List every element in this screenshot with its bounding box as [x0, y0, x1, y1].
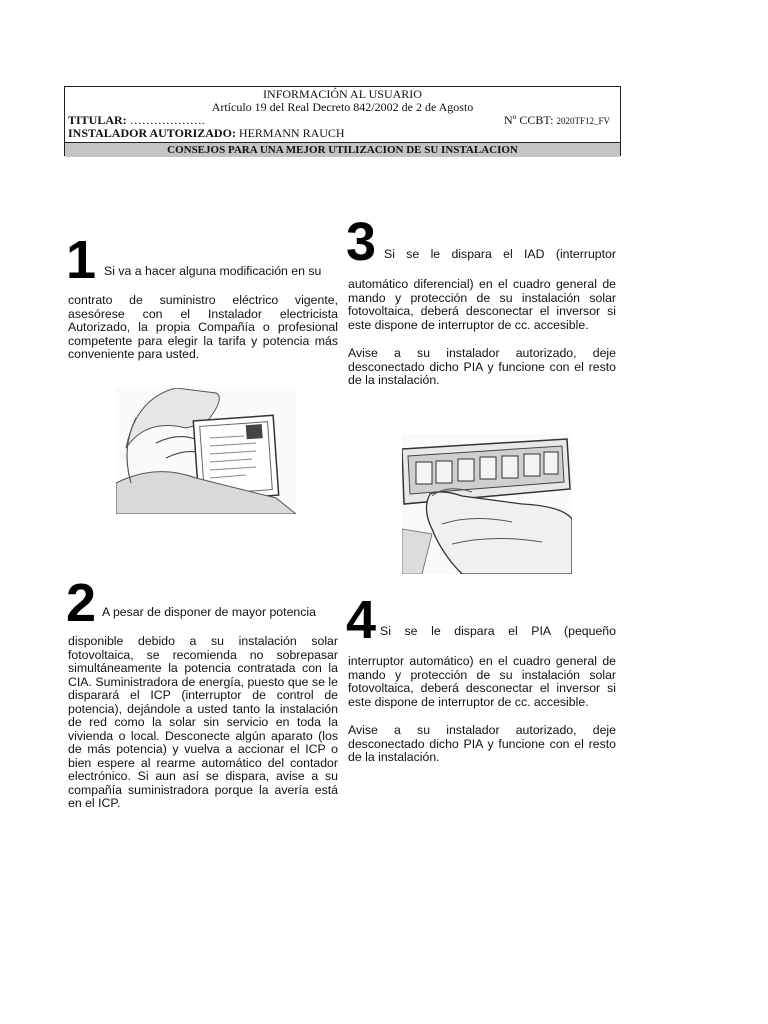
tip-1-number: 1 — [66, 230, 97, 290]
installer-label: INSTALADOR AUTORIZADO: — [68, 126, 236, 140]
ccbt-label: Nº CCBT: — [504, 113, 554, 127]
tip-1-body: contrato de suministro eléctrico vigente, asesórese con el Instalador electricista Autorizado, la propia Compañía o profesional competente para elegir la tarifa y potencia más conveniente para usted. — [68, 293, 338, 361]
tip-1-first-line: Si va a hacer alguna modificación en su — [104, 264, 322, 278]
titular-label: TITULAR: — [68, 113, 127, 127]
header-box — [64, 86, 621, 156]
tip-2-first-line: A pesar de disponer de mayor potencia — [102, 605, 316, 619]
ccbt-row — [504, 114, 610, 128]
tip-4-body: interruptor automático) en el cuadro general de mando y protección de su instalación solar fotovoltaica, deberá desconectar el inversor si este dispone de interruptor de cc. accesible. — [348, 654, 616, 709]
tip-4-note: Avise a su instalador autorizado, deje desconectado dicho PIA y funcione con el resto de la instalación. — [348, 723, 616, 764]
header-subtitle: Artículo 19 del Real Decreto 842/2002 de 2 de Agosto — [211, 100, 474, 114]
titular-value: ………………. — [126, 113, 205, 127]
tip-4-first-line: Si se le dispara el PIA (pequeño — [380, 624, 616, 638]
tip-2-number: 2 — [66, 573, 97, 633]
tip-3-body: automático diferencial) en el cuadro general de mando y protección de su instalación solar fotovoltaica, deberá desconectar el inversor si este dispone de interruptor de cc. accesible. — [348, 277, 616, 332]
contract-illustration — [116, 388, 296, 514]
tip-3-note: Avise a su instalador autorizado, deje desconectado dicho PIA y funcione con el resto de la instalación. — [348, 346, 616, 387]
tip-2-body: disponible debido a su instalación solar fotovoltaica, se recomienda no sobrepasar simultáneamente la potencia contratada con la CIA. Suministradora de energía, puesto que se le disparará el ICP (interruptor de control de potencia), dejándole a usted tanto la instalación de red como la solar sin servicio en toda la vivienda o local. Desconecte algún aparato (los de más potencia) y vuelva a accionar el ICP o bien espere al rearme automático del contador electrónico. Si aun así se dispara, avise a su compañía suministradora porque la avería está en el ICP. — [68, 634, 338, 810]
switch-panel-illustration — [402, 434, 572, 574]
ccbt-value: 2020TF12_FV — [556, 116, 610, 126]
tip-4-number: 4 — [346, 590, 377, 650]
installer-value: HERMANN RAUCH — [235, 126, 345, 140]
tip-3-first-line: Si se le dispara el IAD (interruptor — [384, 247, 616, 261]
tip-3-number: 3 — [346, 212, 377, 272]
header-title: INFORMACIÓN AL USUARIO — [263, 87, 422, 101]
installer-row — [68, 127, 345, 140]
advice-bar: CONSEJOS PARA UNA MEJOR UTILIZACION DE SU INSTALACION — [65, 142, 620, 157]
